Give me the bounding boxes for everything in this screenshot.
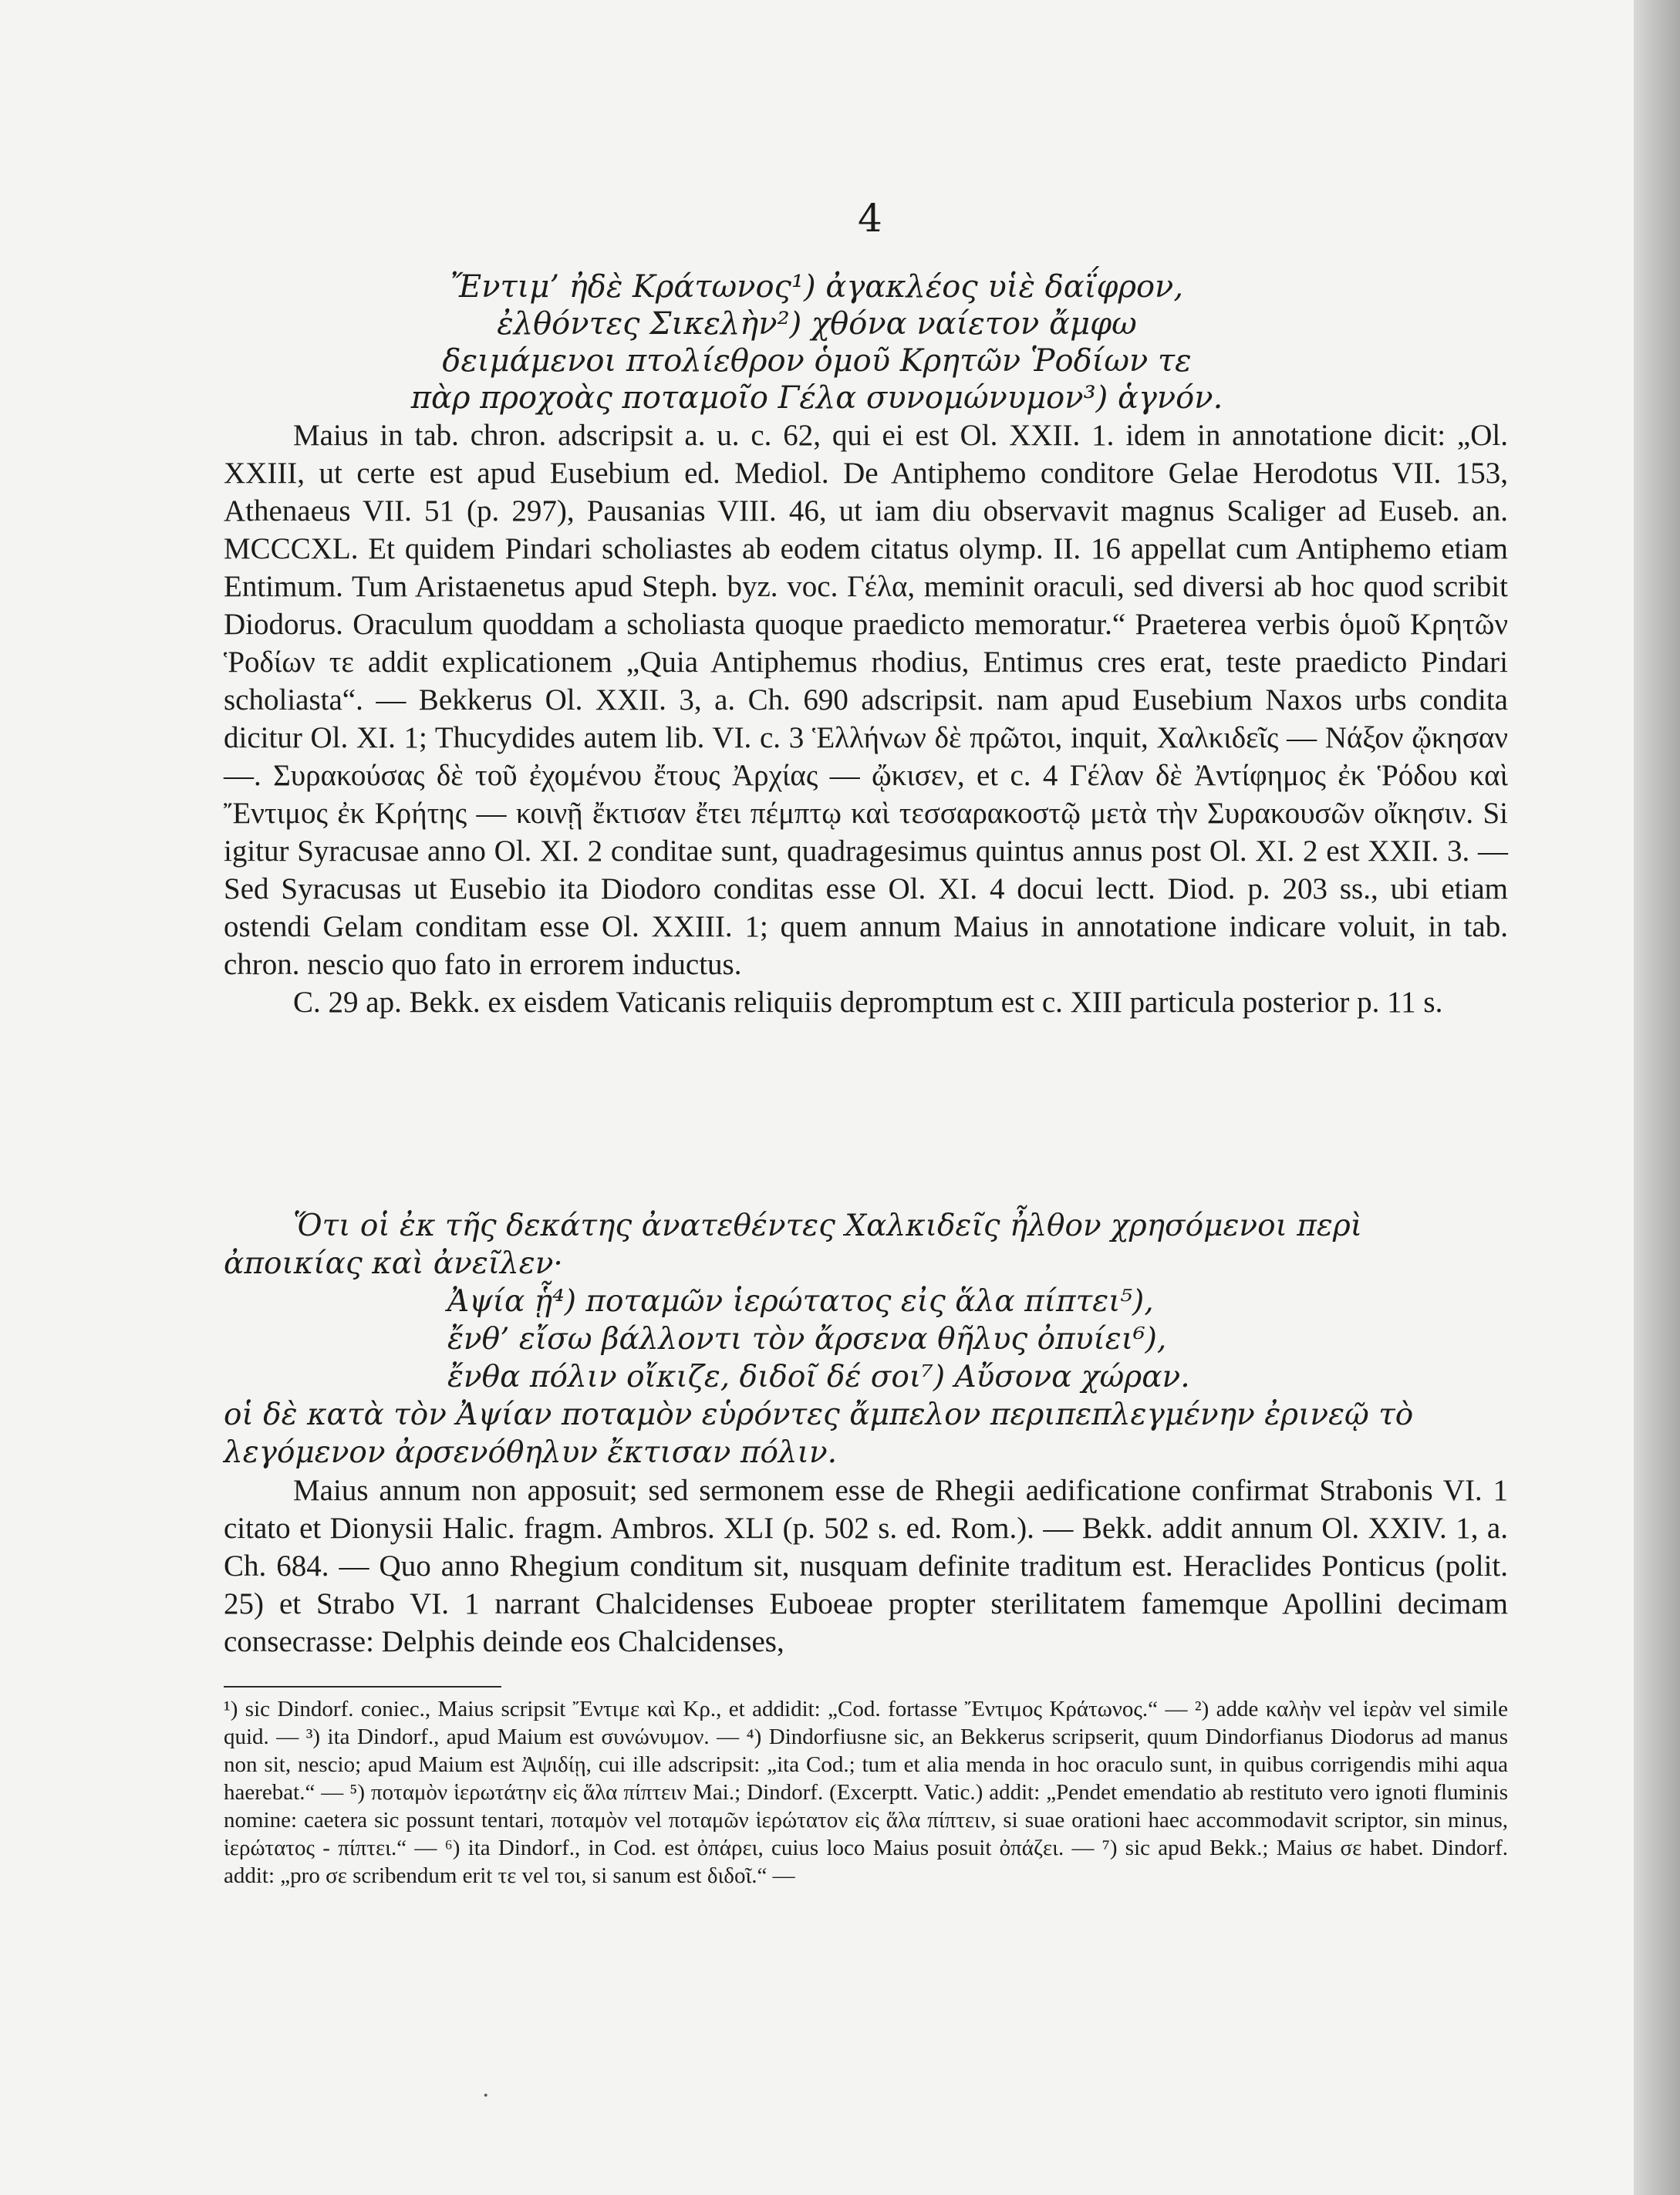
verse-line: Ἔντιμ’ ἠδὲ Κράτωνος¹) ἀγακλέος υἱὲ δαΐφρον, bbox=[450, 269, 1184, 305]
footnote-divider bbox=[224, 1686, 501, 1688]
verse-line: ἐλθόντες Σικελὴν²) χθόνα ναίετον ἄμφω bbox=[497, 306, 1137, 342]
commentary-block-1 bbox=[224, 416, 1508, 1021]
oracle-outro: οἱ δὲ κατὰ τὸν Ἀψίαν ποταμὸν εὑρόντες ἄμπελον περιπεπλεγμένην ἐρινεῷ τὸ λεγόμενον ἀρσενόθηλυν ἔκτισαν πόλιν. bbox=[224, 1398, 1414, 1470]
oracle-intro: Ὅτι οἱ ἐκ τῆς δεκάτης ἀνατεθέντες Χαλκιδεῖς ἦλθον χρησόμενοι περὶ ἀποικίας καὶ ἀνεῖλεν· bbox=[224, 1209, 1363, 1281]
binding-shadow bbox=[1634, 0, 1680, 2195]
page-blemish: · bbox=[482, 2082, 490, 2109]
verse-line: ἔνθ’ εἴσω βάλλοντι τὸν ἄρσενα θῆλυς ὀπυίει⁶), bbox=[447, 1322, 1167, 1357]
verse-line: δειμάμενοι πτολίεθρον ὁμοῦ Κρητῶν Ῥοδίων τε bbox=[442, 343, 1192, 379]
page-number: 4 bbox=[858, 196, 882, 241]
commentary-block-2 bbox=[224, 1472, 1508, 1661]
commentary-paragraph: C. 29 ap. Bekk. ex eisdem Vaticanis reliquiis depromptum est c. XIII particula posterior p. 11 s. bbox=[293, 986, 1443, 1019]
commentary-paragraph: Maius in tab. chron. adscripsit a. u. c. 62, qui ei est Ol. XXII. 1. idem in annotatione dicit: „Ol. XXIII, ut certe est apud Eusebium ed. Mediol. De Antiphemo conditore Gelae Herodotus VII. 153, Athenaeus VII. 51 (p. 297), Pausanias VIII. 46, ut iam diu observavit magnus Scaliger ad Euseb. an. MCCCXL. Et quidem Pindari scholiastes ab eodem citatus olymp. II. 16 appellat cum Antiphemo etiam Entimum. Tum Aristaenetus apud Steph. byz. voc. Γέλα, meminit oraculi, sed diversi ab hoc quod scribit Diodorus. Oraculum quoddam a scholiasta quoque praedicto memoratur.“ Praeterea verbis ὁμοῦ Κρητῶν Ῥοδίων τε addit explicationem „Quia Antiphemus rhodius, Entimus cres erat, teste praedicto Pindari scholiasta“. — Bekkerus Ol. XXII. 3, a. Ch. 690 adscripsit. nam apud Eusebium Naxos urbs condita dicitur Ol. XI. 1; Thucydides autem lib. VI. c. 3 Ἑλλήνων δὲ πρῶτοι, inquit, Χαλκιδεῖς — Νάξον ᾤκησαν —. Συρακούσας δὲ τοῦ ἐχομένου ἔτους Ἀρχίας — ᾤκισεν, et c. 4 Γέλαν δὲ Ἀντίφημος ἐκ Ῥόδου καὶ Ἔντιμος ἐκ Κρήτης — κοινῇ ἔκτισαν ἔτει πέμπτῳ καὶ τεσσαρακοστῷ μετὰ τὴν Συρακουσῶν οἴκησιν. Si igitur Syracusae anno Ol. XI. 2 conditae sunt, quadragesimus quintus annus post Ol. XI. 2 est XXII. 3. — Sed Syracusas ut Eusebio ita Diodoro conditas esse Ol. XI. 4 docui lectt. Diod. p. 203 ss., ubi etiam ostendi Gelam conditam esse Ol. XXIII. 1; quem annum Maius in annotatione indicare voluit, in tab. chron. nescio quo fato in errorem inductus. bbox=[224, 419, 1508, 981]
oracle-verse-rhegium bbox=[224, 1207, 1508, 1472]
commentary-paragraph: Maius annum non apposuit; sed sermonem esse de Rhegii aedificatione confirmat Strabonis VI. 1 citato et Dionysii Halic. fragm. Ambros. XLI (p. 502 s. ed. Rom.). — Bekk. addit annum Ol. XXIV. 1, a. Ch. 684. — Quo anno Rhegium conditum sit, nusquam definite traditum est. Heraclides Ponticus (polit. 25) et Strabo VI. 1 narrant Chalcidenses Euboeae propter sterilitatem famemque Apollini decimam consecrasse: Delphis deinde eos Chalcidenses, bbox=[224, 1474, 1508, 1658]
oracle-verse-gela bbox=[0, 268, 1634, 416]
verse-line: Ἀψία ᾗ⁴) ποταμῶν ἱερώτατος εἰς ἅλα πίπτει⁵), bbox=[447, 1284, 1154, 1319]
verse-line: ἔνθα πόλιν οἴκιζε, διδοῖ δέ σοι⁷) Αὔσονα χώραν. bbox=[447, 1360, 1190, 1394]
verse-line: πὰρ προχοὰς ποταμοῖο Γέλα συνομώνυμον³) ἁγνόν. bbox=[410, 380, 1223, 416]
footnote-text: ¹) sic Dindorf. coniec., Maius scripsit Ἔντιμε καὶ Κρ., et addidit: „Cod. fortasse Ἔντιμος Κράτωνος.“ — ²) adde καλὴν vel ἱερὰν vel simile quid. — ³) ita Dindorf., apud Maium est συνώνυμον. — ⁴) Dindorfiusne sic, an Bekkerus scripserit, quum Dindorfianus Diodorus ad manus non sit, nescio; apud Maium est Ἀψιδίῃ, cui ille adscripsit: „ita Cod.; tum et alia menda in hoc oraculo sunt, in quibus corrigendis mihi aqua haerebat.“ — ⁵) ποταμὸν ἱερωτάτην εἰς ἅλα πίπτειν Mai.; Dindorf. (Excerptt. Vatic.) addit: „Pendet emendatio ab restituto vero ignoti fluminis nomine: caetera sic possunt tentari, ποταμὸν vel ποταμῶν ἱερώτατον εἰς ἅλα πίπτειν, si suae orationi haec accommodavit scriptor, sin minus, ἱερώτατος - πίπτει.“ — ⁶) ita Dindorf., in Cod. est ὀπάρει, cuius loco Maius posuit ὀπάζει. — ⁷) sic apud Bekk.; Maius σε habet. Dindorf. addit: „pro σε scribendum erit τε vel τοι, si sanum est διδοῖ.“ — bbox=[224, 1697, 1508, 1888]
footnotes bbox=[224, 1695, 1508, 1890]
